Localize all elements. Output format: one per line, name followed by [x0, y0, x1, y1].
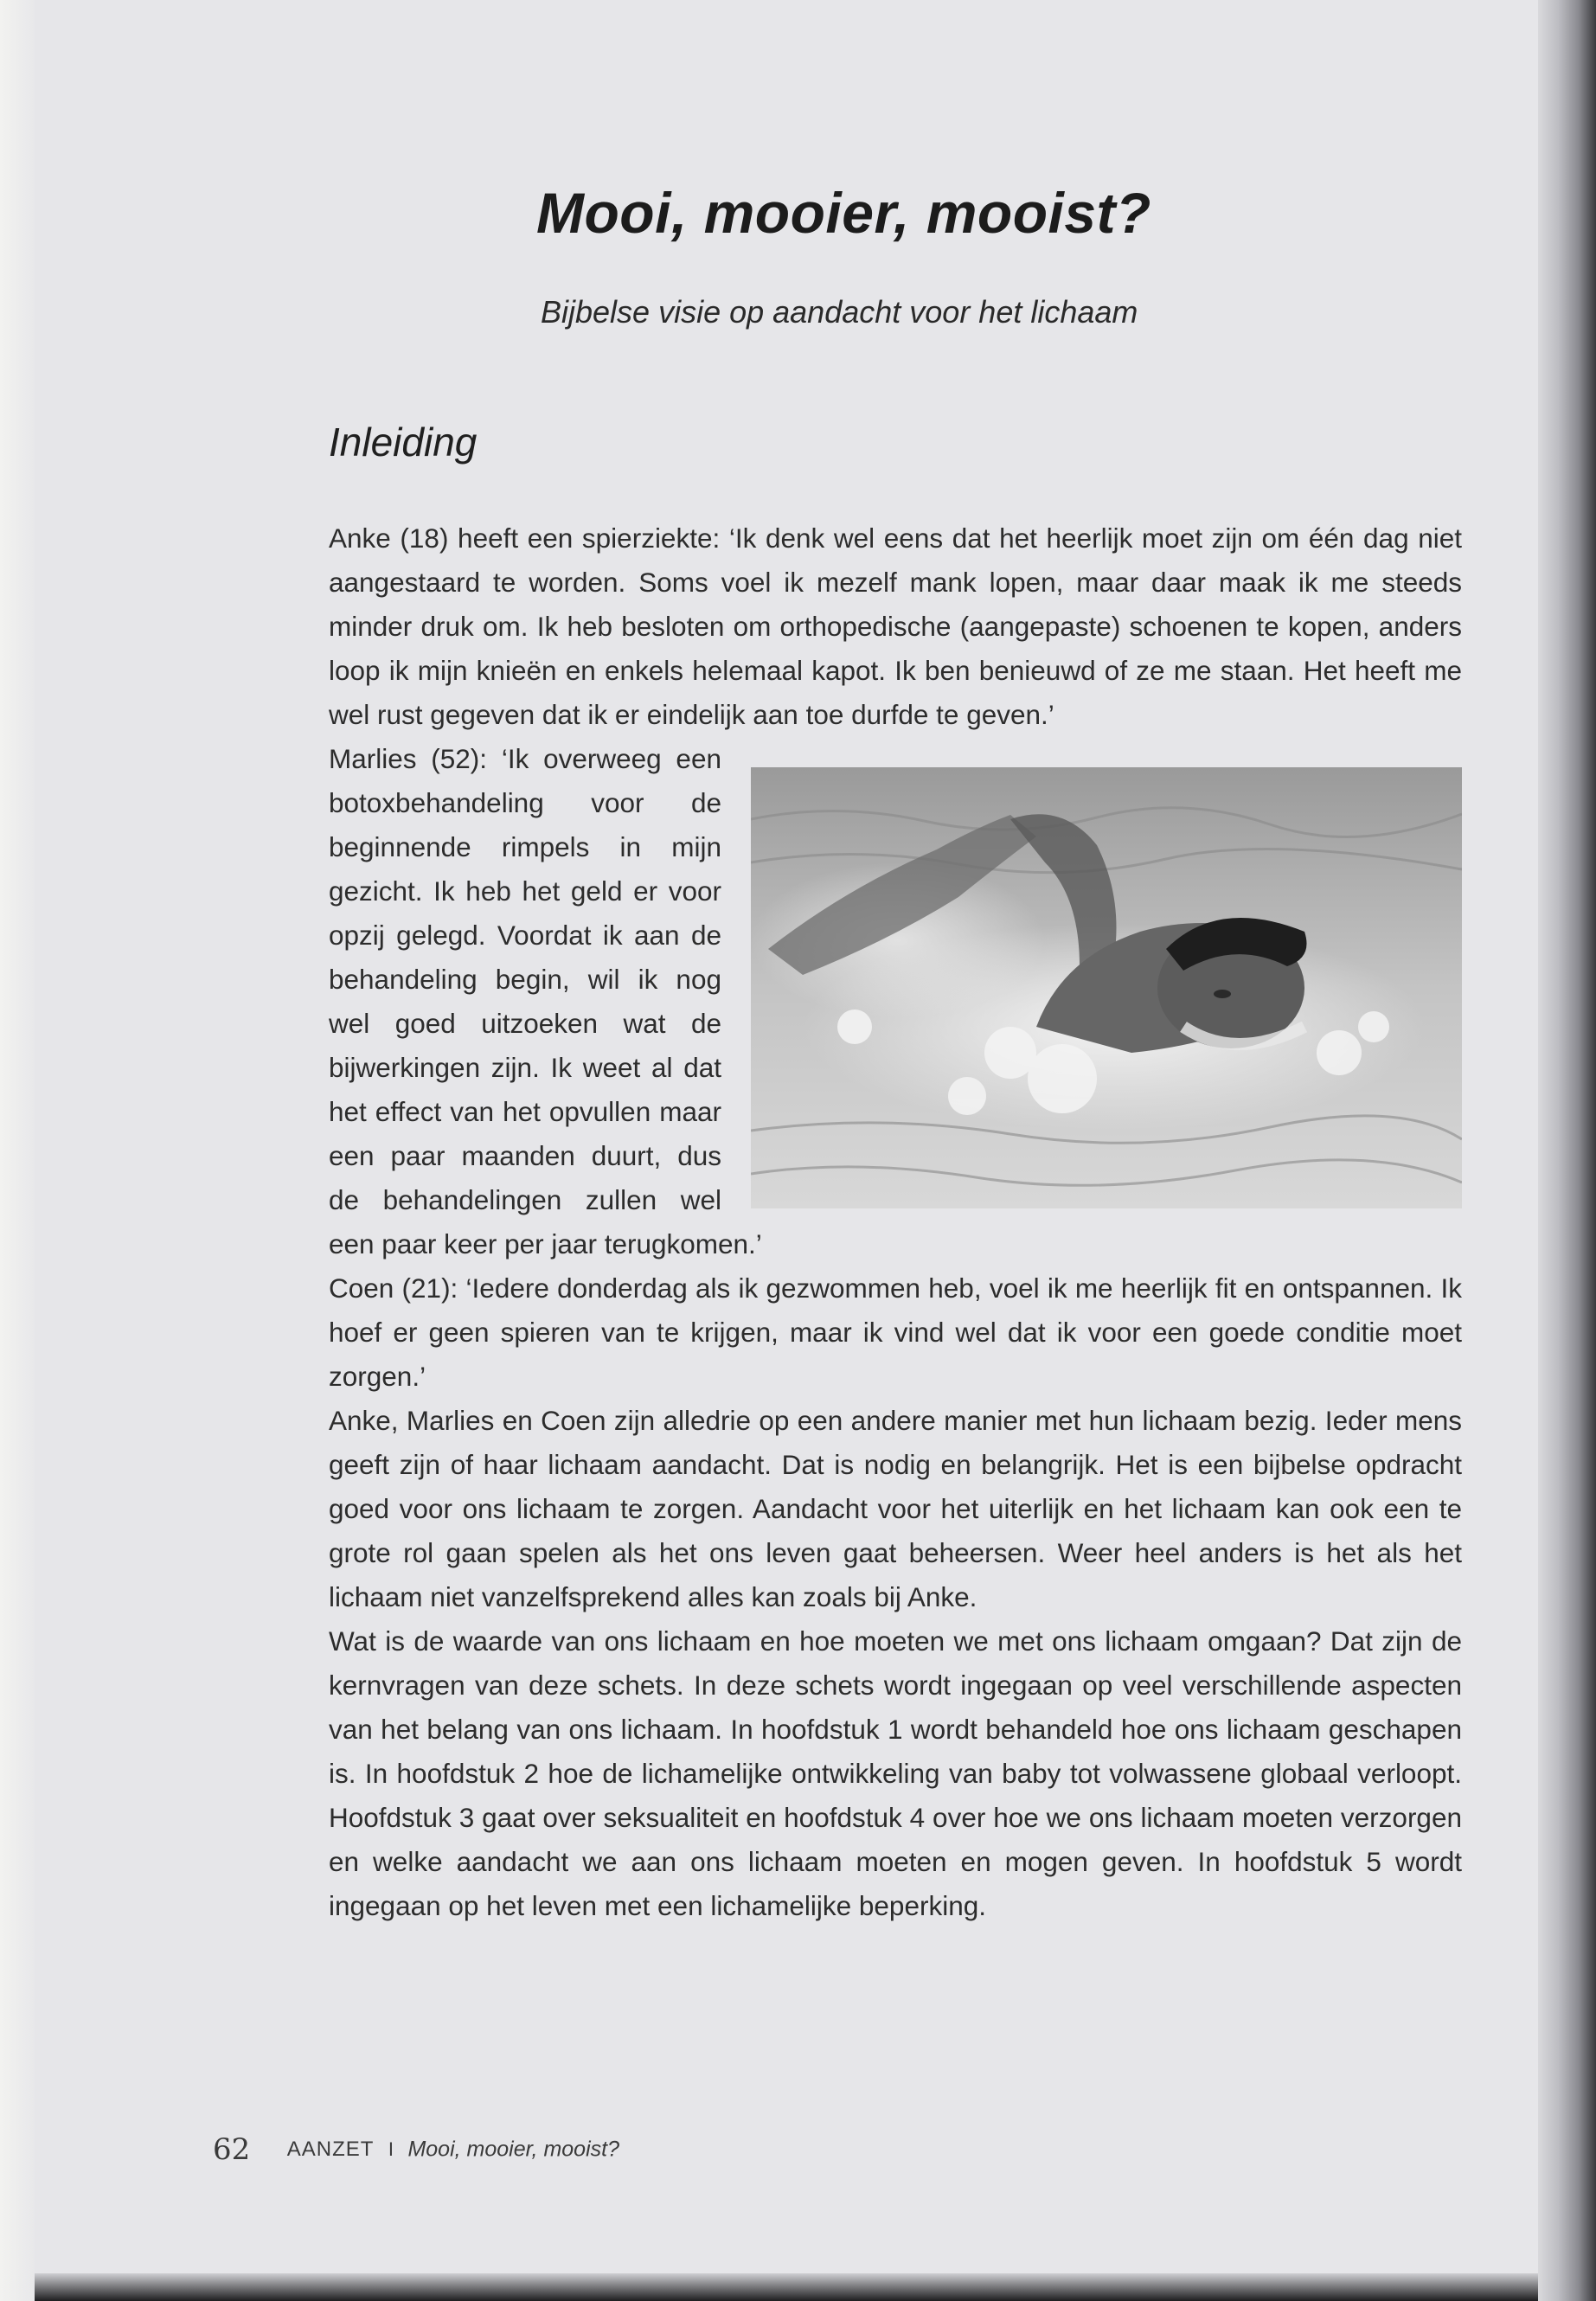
- footer-separator: I: [388, 2138, 394, 2160]
- swimmer-illustration: [751, 767, 1462, 1208]
- running-title: Mooi, mooier, mooist?: [407, 2137, 619, 2162]
- page-subtitle: Bijbelse visie op aandacht voor het lichaam: [541, 294, 1138, 330]
- paragraph-summary: Anke, Marlies en Coen zijn alledrie op een andere manier met hun lichaam bezig. Ieder mens geeft zijn of haar lichaam aandacht. Dat is nodig en belangrijk. Het is een bijbelse opdracht goed voor ons lichaam te zorgen. Aandacht voor het uiterlijk en het lichaam kan ook een te grote rol gaan spelen als het ons leven gaat beheersen. Weer heel anders is het als het lichaam niet vanzelfsprekend alles kan zoals bij Anke.: [329, 1405, 1462, 1612]
- page-left-edge: [0, 0, 35, 2301]
- page-number: 62: [213, 2132, 251, 2167]
- section-heading: Inleiding: [329, 420, 478, 465]
- book-spine: [1538, 0, 1596, 2301]
- paragraph-outline: Wat is de waarde van ons lichaam en hoe moeten we met ons lichaam omgaan? Dat zijn de kernvragen van deze schets. In deze schets wordt ingegaan op veel verschillende aspecten van het belang van ons lichaam. In hoofdstuk 1 wordt behandeld hoe ons lichaam geschapen is. In hoofdstuk 2 hoe de lichamelijke ontwikkeling van baby tot volwassene globaal verloopt. Hoofdstuk 3 gaat over seksualiteit en hoofdstuk 4 over hoe we ons lichaam moeten verzorgen en welke aandacht we aan ons lichaam moeten en mogen geven. In hoofdstuk 5 wordt ingegaan op het leven met een lichamelijke beperking.: [329, 1625, 1462, 1921]
- paragraph-marlies: Marlies (52): ‘Ik overweeg een botoxbehandeling voor de beginnende rimpels in mijn gezicht. Ik heb het geld er voor opzij gelegd. Voordat ik aan de behandeling begin, wil ik nog wel goed uitzoeken wat de bijwerkingen zijn. Ik weet al dat het effect van het opvullen maar een paar maanden duurt, dus de behandelingen zullen wel een paar keer per jaar terugkomen.’: [329, 743, 762, 1259]
- paragraph-coen: Coen (21): ‘Iedere donderdag als ik gezwommen heb, voel ik me heerlijk fit en ontspannen. Ik hoef er geen spieren van te krijgen, maar ik vind wel dat ik voor een goede conditie moet zorgen.’: [329, 1272, 1462, 1392]
- paragraph-anke: Anke (18) heeft een spierziekte: ‘Ik denk wel eens dat het heerlijk moet zijn om één dag niet aangestaard te worden. Soms voel ik mezelf mank lopen, maar daar maak ik me steeds minder druk om. Ik heb besloten om orthopedische (aangepaste) schoenen te kopen, anders loop ik mijn knieën en enkels helemaal kapot. Ik ben benieuwd of ze me staan. Het heeft me wel rust gegeven dat ik er eindelijk aan toe durfde te geven.’: [329, 522, 1462, 730]
- page-title: Mooi, mooier, mooist?: [536, 181, 1151, 245]
- body-text: [329, 516, 1462, 1928]
- page-bottom-edge: [35, 2273, 1538, 2301]
- swimmer-photo: [751, 767, 1462, 1208]
- series-name: AANZET: [286, 2138, 375, 2161]
- page-footer: [213, 2132, 619, 2167]
